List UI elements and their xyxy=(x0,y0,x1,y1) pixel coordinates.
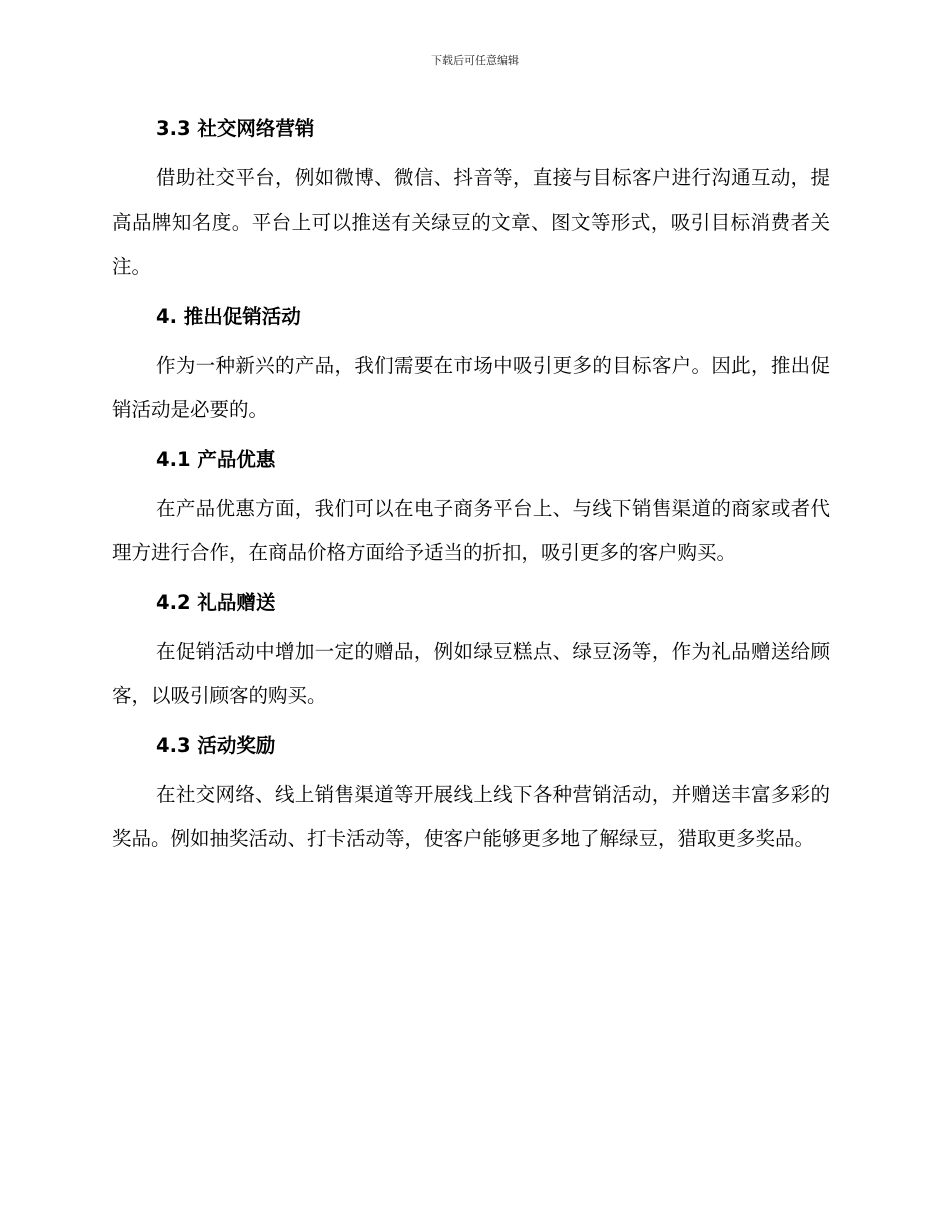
section-activity-rewards xyxy=(112,730,830,862)
section-paragraph: 在促销活动中增加一定的赠品，例如绿豆糕点、绿豆汤等，作为礼品赠送给顾客，以吸引顾客的购买。 xyxy=(112,639,830,707)
section-gift-giving xyxy=(112,587,830,719)
section-product-discount xyxy=(112,444,830,576)
section-social-network-marketing xyxy=(112,113,830,290)
section-heading: 3.3 社交网络营销 xyxy=(156,117,315,140)
section-paragraph: 在产品优惠方面，我们可以在电子商务平台上、与线下销售渠道的商家或者代理方进行合作，在商品价格方面给予适当的折扣，吸引更多的客户购买。 xyxy=(112,496,830,564)
document-body xyxy=(112,113,830,873)
section-heading: 4.2 礼品赠送 xyxy=(156,590,276,614)
section-paragraph: 作为一种新兴的产品，我们需要在市场中吸引更多的目标客户。因此，推出促销活动是必要的。 xyxy=(112,353,830,421)
section-heading: 4.3 活动奖励 xyxy=(156,733,276,757)
section-paragraph: 借助社交平台，例如微博、微信、抖音等，直接与目标客户进行沟通互动，提高品牌知名度。平台上可以推送有关绿豆的文章、图文等形式，吸引目标消费者关注。 xyxy=(112,166,830,278)
page-header-note: 下载后可任意编辑 xyxy=(431,54,519,67)
section-heading: 4. 推出促销活动 xyxy=(156,304,301,328)
section-heading: 4.1 产品优惠 xyxy=(156,447,276,471)
section-promotions xyxy=(112,301,830,433)
section-paragraph: 在社交网络、线上销售渠道等开展线上线下各种营销活动，并赠送丰富多彩的奖品。例如抽奖活动、打卡活动等，使客户能够更多地了解绿豆，猎取更多奖品。 xyxy=(112,782,830,850)
